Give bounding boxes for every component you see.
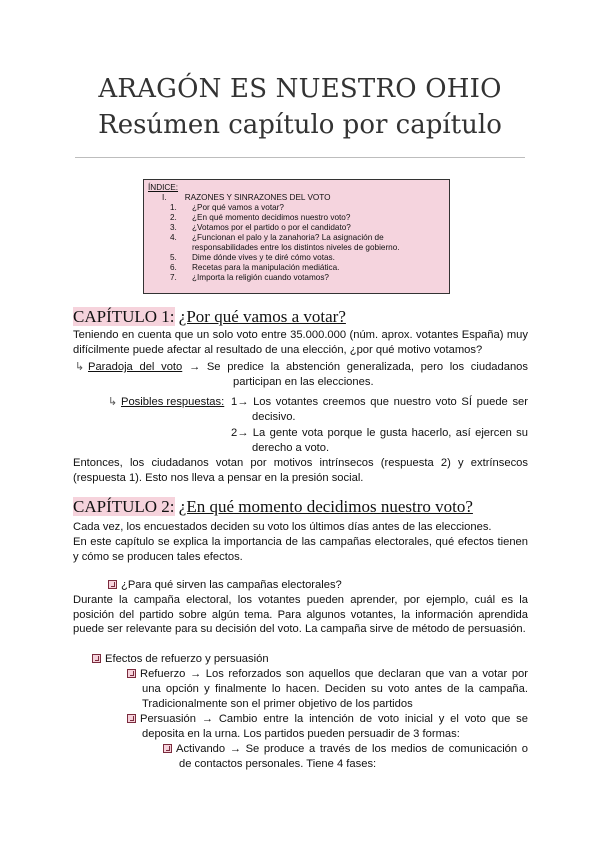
refuerzo-line-b: una opción y finalmente lo hacen. Deciden su voto antes de la campaña. xyxy=(142,683,528,695)
respuesta-2-line-a: 2→ La gente vota porque le gusta hacerlo, así ejercen su xyxy=(231,427,528,439)
toc-item-number: 1. xyxy=(170,203,177,212)
chapter-2-line-2: En este capítulo se explica la importancia de las campañas electorales, qué efectos tienen y cómo se producen tales efectos. xyxy=(73,536,528,563)
toc-item-text: ¿Funcionan el palo y la zanahoria? La asignación de xyxy=(192,233,384,242)
toc-item xyxy=(148,203,445,213)
toc-item-text: ¿Importa la religión cuando votamos? xyxy=(192,273,329,282)
toc-item-text: ¿Votamos por el partido o por el candidato? xyxy=(192,223,351,232)
efectos-item xyxy=(92,652,269,667)
toc-item-text: ¿En qué momento decidimos nuestro voto? xyxy=(192,213,351,222)
paradoja-text-2: participan en las elecciones. xyxy=(233,376,374,388)
checkbox-icon xyxy=(127,669,136,678)
sub-arrow-icon: ↳ xyxy=(75,361,85,373)
chapter-2-heading xyxy=(73,497,473,517)
checkbox-icon xyxy=(127,714,136,723)
toc-item-number: 3. xyxy=(170,223,177,232)
table-of-contents xyxy=(143,179,450,294)
campanas-question-text: ¿Para qué sirven las campañas electorales? xyxy=(121,579,342,591)
toc-item xyxy=(148,233,445,243)
chapter-2-subtitle: ¿En qué momento decidimos nuestro voto? xyxy=(178,497,473,516)
chapter-2-label: CAPÍTULO 2: xyxy=(73,497,175,516)
document-subtitle: Resúmen capítulo por capítulo xyxy=(98,110,502,140)
efectos-text: Efectos de refuerzo y persuasión xyxy=(105,653,269,665)
toc-item-text: Dime dónde vives y te diré cómo votas. xyxy=(192,253,335,262)
campanas-question xyxy=(108,578,342,593)
toc-section: I. RAZONES Y SINRAZONES DEL VOTO xyxy=(162,193,331,202)
respuestas-label xyxy=(121,395,224,410)
respuesta-1-line-a: 1→ Los votantes creemos que nuestro voto SÍ puede ser xyxy=(231,396,528,408)
toc-item xyxy=(148,213,445,223)
respuesta-1-line-b: decisivo. xyxy=(252,411,296,423)
toc-item xyxy=(148,223,445,233)
respuestas-label-text: Posibles respuestas: xyxy=(121,396,225,408)
activando-text-a: Activando → Se produce a través de los medios de comunicación o xyxy=(176,743,528,755)
toc-item-number: 7. xyxy=(170,273,177,282)
chapter-1-label: CAPÍTULO 1: xyxy=(73,307,175,326)
activando-line-b: de contactos personales. Tiene 4 fases: xyxy=(179,758,377,770)
respuesta-2-line-b: derecho a voto. xyxy=(252,442,330,454)
activando-line-a xyxy=(163,742,528,757)
checkbox-icon xyxy=(163,744,172,753)
toc-item-number: 2. xyxy=(170,213,177,222)
toc-list xyxy=(148,203,445,283)
paradoja-label: Paradoja del voto xyxy=(88,361,183,373)
toc-item xyxy=(148,243,445,253)
checkbox-icon xyxy=(92,654,101,663)
refuerzo-text-a: Refuerzo → Los reforzados son aquellos que declaran que van a votar por xyxy=(140,668,528,680)
chapter-1-conclusion: Entonces, los ciudadanos votan por motivos intrínsecos (respuesta 2) y extrínsecos (respuesta 1). Esto nos lleva a pensar en la presión social. xyxy=(73,457,528,484)
toc-item xyxy=(148,253,445,263)
persuasion-line-b: deposita en la urna. Los partidos pueden persuadir de 3 formas: xyxy=(142,728,460,740)
refuerzo-line-a xyxy=(127,667,528,682)
refuerzo-line-c: Tradicionalmente son el primer objetivo de los partidos xyxy=(142,698,413,710)
persuasion-line-a xyxy=(127,712,528,727)
persuasion-text-a: Persuasión → Cambio entre la intención de voto inicial y el voto que se xyxy=(140,713,528,725)
chapter-2-line-1: Cada vez, los encuestados deciden su voto los últimos días antes de las elecciones. xyxy=(73,521,492,533)
paradoja-line xyxy=(88,360,528,375)
toc-item-text: Recetas para la manipulación mediática. xyxy=(192,263,340,272)
checkbox-icon xyxy=(108,580,117,589)
toc-item xyxy=(148,273,445,283)
toc-header: ÍNDICE: xyxy=(148,183,179,192)
toc-item-text: responsabilidades entre los distintos niveles de gobierno. xyxy=(192,243,400,252)
toc-item-number: 6. xyxy=(170,263,177,272)
chapter-1-subtitle: ¿Por qué vamos a votar? xyxy=(178,307,346,326)
toc-item-number: 4. xyxy=(170,233,177,242)
paradoja-text: → Se predice la abstención generalizada, pero los ciudadanos xyxy=(188,361,528,373)
sub-arrow-icon: ↳ xyxy=(108,396,118,408)
toc-item xyxy=(148,263,445,273)
chapter-1-heading xyxy=(73,307,346,327)
toc-item-text: ¿Por qué vamos a votar? xyxy=(192,203,284,212)
toc-item-number: 5. xyxy=(170,253,177,262)
campanas-paragraph: Durante la campaña electoral, los votantes pueden aprender, por ejemplo, cuál es la posición del partido sobre algún tema. Para algunos votantes, la información aprendida puede ser relevante para su decisión del voto. La campaña sirve de método de persuasión. xyxy=(73,594,528,635)
document-title: ARAGÓN ES NUESTRO OHIO xyxy=(98,74,502,104)
chapter-1-intro: Teniendo en cuenta que un solo voto entre 35.000.000 (núm. aprox. votantes España) muy difícilmente puede afectar al resultado de una elección, ¿por qué motivo votamos? xyxy=(73,329,528,356)
title-divider xyxy=(75,157,525,158)
